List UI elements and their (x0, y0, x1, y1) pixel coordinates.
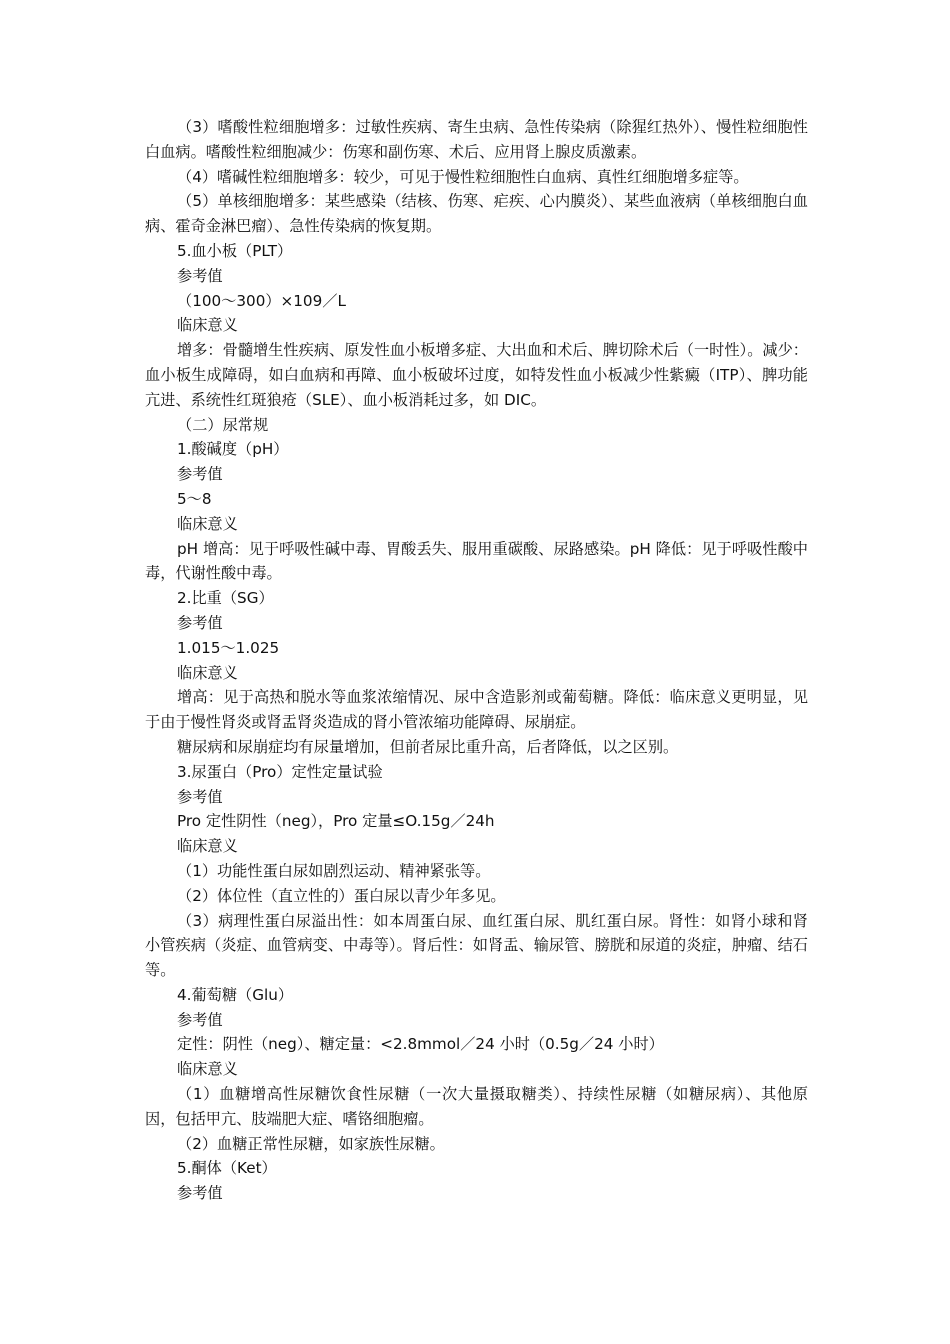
value-ph-range: 5～8 (177, 489, 212, 508)
paragraph-glucose-normoglycemic: （2）血糖正常性尿糖，如家族性尿糖。 (177, 1134, 445, 1153)
label-reference-value: 参考值 (177, 465, 223, 484)
label-reference-value: 参考值 (177, 787, 223, 806)
value-protein-range: Pro 定性阴性（neg），Pro 定量≤O.15g／24h (177, 812, 495, 831)
label-clinical-significance: 临床意义 (177, 1060, 238, 1079)
label-reference-value: 参考值 (177, 1010, 223, 1029)
value-platelet-range: （100～300）×109／L (177, 291, 346, 310)
paragraph-protein-functional: （1）功能性蛋白尿如剧烈运动、精神紧张等。 (177, 861, 491, 880)
label-reference-value: 参考值 (177, 613, 223, 632)
heading-ketone: 5.酮体（Ket） (177, 1159, 277, 1178)
label-clinical-significance: 临床意义 (177, 514, 238, 533)
heading-specific-gravity: 2.比重（SG） (177, 589, 274, 608)
document-body (145, 115, 808, 1206)
label-reference-value: 参考值 (177, 266, 223, 285)
paragraph-glucose-hyperglycemic: （1）血糖增高性尿糖饮食性尿糖（一次大量摄取糖类）、持续性尿糖（如糖尿病）、其他原因，包括甲亢、肢端肥大症、嗜铬细胞瘤。 (145, 1085, 808, 1128)
paragraph-platelet-significance: 增多：骨髓增生性疾病、原发性血小板增多症、大出血和术后、脾切除术后（一时性）。减少：血小板生成障碍，如白血病和再障、血小板破坏过度，如特发性血小板减少性紫癜（ITP）、脾功能亢进、系统性红斑狼疮（SLE）、血小板消耗过多，如 DIC。 (145, 341, 808, 409)
label-reference-value: 参考值 (177, 1184, 223, 1203)
paragraph-eosinophil: （3）嗜酸性粒细胞增多：过敏性疾病、寄生虫病、急性传染病（除猩红热外）、慢性粒细胞性白血病。嗜酸性粒细胞减少：伤寒和副伤寒、术后、应用肾上腺皮质激素。 (145, 118, 808, 161)
heading-glucose: 4.葡萄糖（Glu） (177, 985, 294, 1004)
paragraph-monocyte: （5）单核细胞增多：某些感染（结核、伤寒、疟疾、心内膜炎）、某些血液病（单核细胞白血病、霍奇金淋巴瘤）、急性传染病的恢复期。 (145, 192, 808, 236)
section-heading-urinalysis: （二）尿常规 (177, 415, 269, 434)
paragraph-sg-significance: 增高：见于高热和脱水等血浆浓缩情况、尿中含造影剂或葡萄糖。降低：临床意义更明显，见于由于慢性肾炎或肾盂肾炎造成的肾小管浓缩功能障碍、尿崩症。 (145, 688, 808, 732)
label-clinical-significance: 临床意义 (177, 663, 238, 682)
paragraph-basophil: （4）嗜碱性粒细胞增多：较少，可见于慢性粒细胞性白血病、真性红细胞增多症等。 (177, 167, 749, 186)
label-clinical-significance: 临床意义 (177, 316, 238, 335)
value-glucose-range: 定性：阴性（neg）、糖定量：<2.8mmol／24 小时（0.5g／24 小时） (177, 1035, 664, 1054)
heading-platelet: 5.血小板（PLT） (177, 241, 293, 260)
value-sg-range: 1.015～1.025 (177, 638, 280, 657)
paragraph-sg-diabetes-note: 糖尿病和尿崩症均有尿量增加，但前者尿比重升高，后者降低，以之区别。 (177, 737, 679, 756)
label-clinical-significance: 临床意义 (177, 837, 238, 856)
paragraph-protein-pathological: （3）病理性蛋白尿溢出性：如本周蛋白尿、血红蛋白尿、肌红蛋白尿。肾性：如肾小球和肾小管疾病（炎症、血管病变、中毒等）。肾后性：如肾盂、输尿管、膀胱和尿道的炎症，肿瘤、结石等。 (145, 911, 808, 980)
heading-urine-protein: 3.尿蛋白（Pro）定性定量试验 (177, 762, 383, 781)
heading-ph: 1.酸碱度（pH） (177, 440, 289, 459)
paragraph-protein-postural: （2）体位性（直立性的）蛋白尿以青少年多见。 (177, 886, 506, 905)
paragraph-ph-significance: pH 增高：见于呼吸性碱中毒、胃酸丢失、服用重碳酸、尿路感染。pH 降低：见于呼吸性酸中毒，代谢性酸中毒。 (145, 539, 808, 583)
